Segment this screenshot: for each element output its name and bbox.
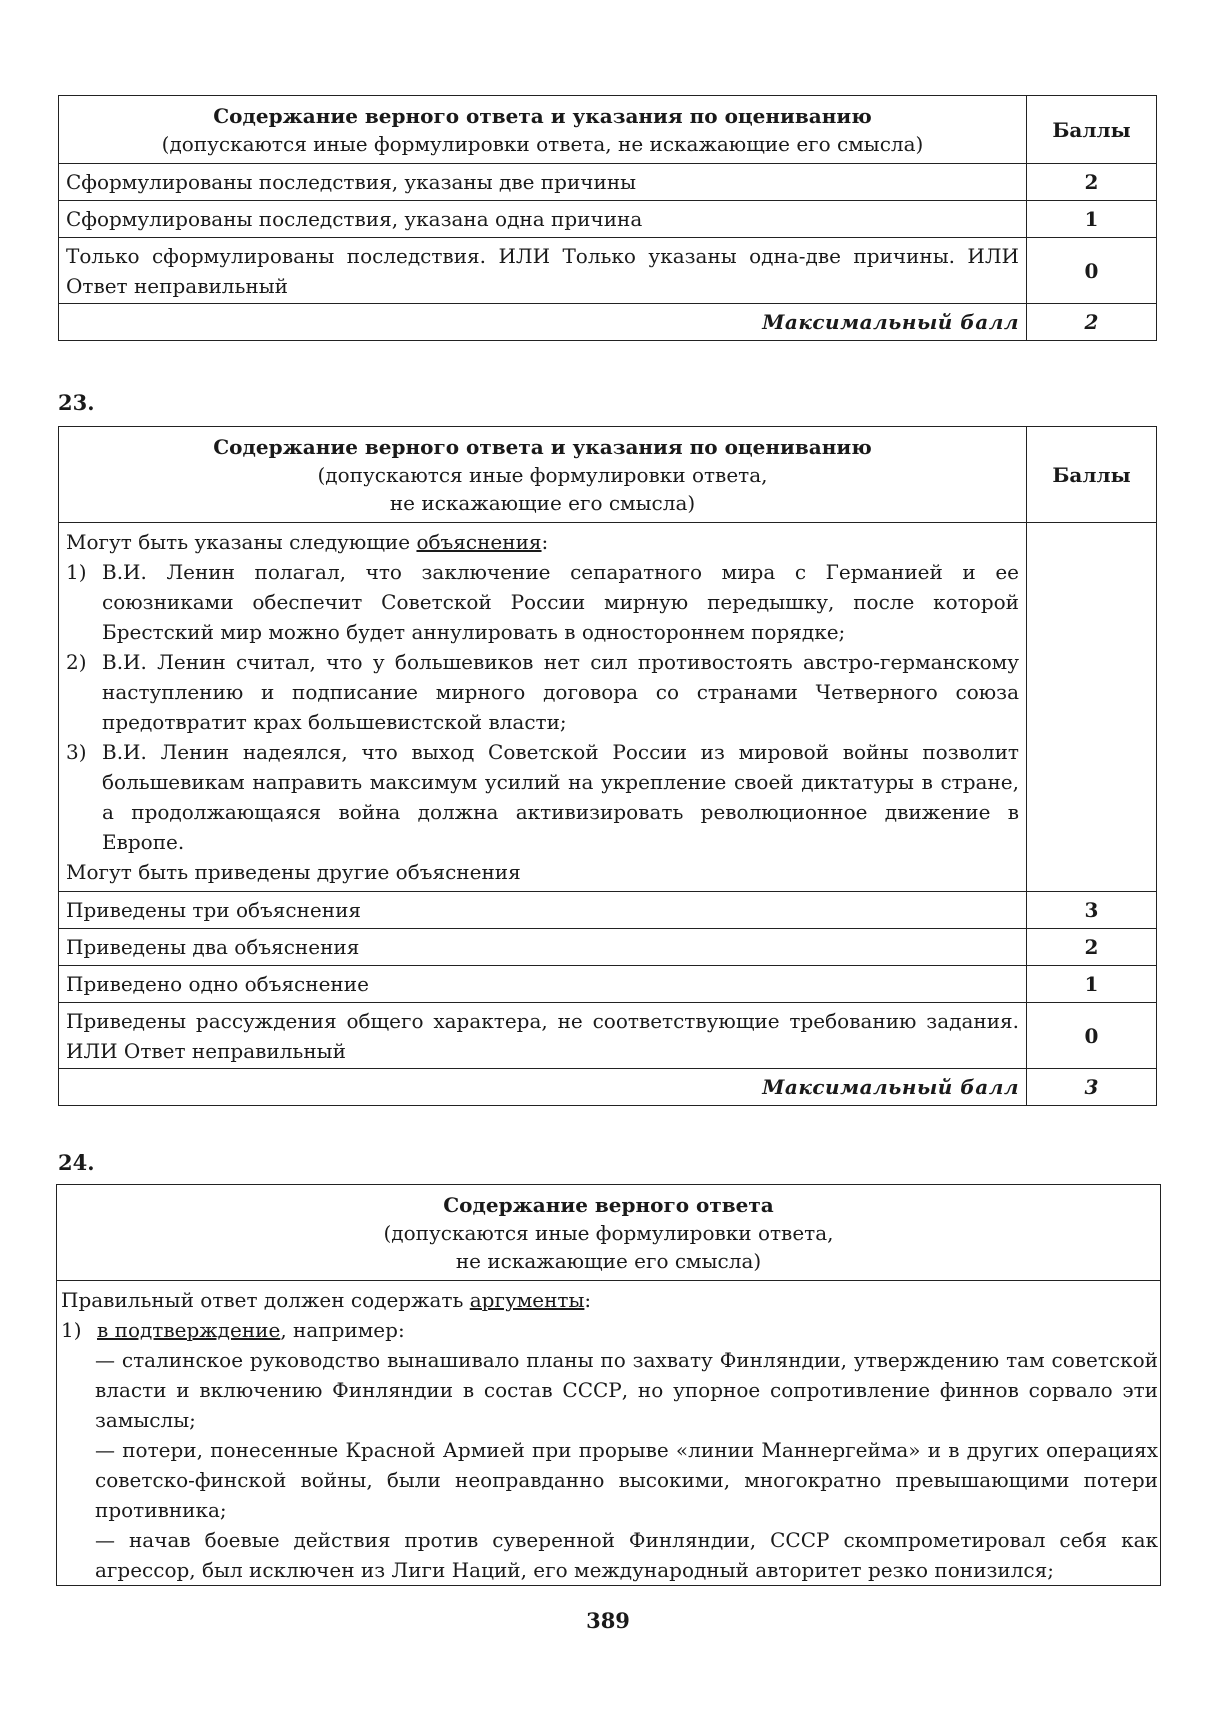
max-score-label: Максимальный балл bbox=[59, 304, 1027, 341]
answer-table-24 bbox=[56, 1184, 1161, 1586]
task-number-23: 23. bbox=[58, 390, 95, 415]
underlined-term: аргументы bbox=[469, 1288, 585, 1312]
criterion-points: 0 bbox=[1027, 238, 1157, 304]
criterion-text: Только сформулированы последствия. ИЛИ Только указаны одна-две причины. ИЛИ Ответ неправильный bbox=[59, 238, 1027, 304]
table-row-max bbox=[59, 1069, 1157, 1106]
criterion-text: Приведено одно объяснение bbox=[59, 966, 1027, 1003]
table-row bbox=[59, 164, 1157, 201]
header-points: Баллы bbox=[1027, 427, 1157, 523]
header-subtitle-line1: (допускаются иные формулировки ответа, bbox=[317, 462, 768, 487]
header-title: Содержание верного ответа bbox=[443, 1192, 774, 1217]
task-number-24: 24. bbox=[58, 1150, 95, 1175]
criterion-points: 0 bbox=[1027, 1003, 1157, 1069]
table-header-content bbox=[59, 96, 1027, 164]
criterion-points: 1 bbox=[1027, 966, 1157, 1003]
grading-table-22 bbox=[58, 95, 1157, 341]
page-number: 389 bbox=[586, 1608, 630, 1633]
answer-content-row bbox=[59, 523, 1157, 892]
list-item: 1) в подтверждение, например: bbox=[61, 1318, 405, 1342]
underlined-term: в подтверждение bbox=[97, 1318, 281, 1342]
table-row bbox=[59, 238, 1157, 304]
grading-table-23 bbox=[58, 426, 1157, 1106]
header-subtitle-line2: не искажающие его смысла) bbox=[389, 490, 696, 515]
list-item: 2) В.И. Ленин считал, что у большевиков нет сил противостоять австро-германскому наступлению и подписание мирного договора со странами Четверного союза предотвратит крах большевистской власти; bbox=[66, 650, 1019, 734]
criterion-text: Сформулированы последствия, указаны две причины bbox=[59, 164, 1027, 201]
argument-dash-item: — начав боевые действия против суверенной Финляндии, СССР скомпрометировал себя как агрессор, был исключен из Лиги Наций, его международный авторитет резко понизился; bbox=[95, 1528, 1158, 1582]
table-row bbox=[59, 929, 1157, 966]
max-score-label: Максимальный балл bbox=[59, 1069, 1027, 1106]
max-score-value: 2 bbox=[1027, 304, 1157, 341]
criterion-points: 1 bbox=[1027, 201, 1157, 238]
header-subtitle: (допускаются иные формулировки ответа, не искажающие его смысла) bbox=[161, 131, 924, 156]
answer-content-row bbox=[57, 1281, 1161, 1586]
table-header-content bbox=[59, 427, 1027, 523]
header-subtitle-line2: не искажающие его смысла) bbox=[455, 1248, 762, 1273]
max-score-value: 3 bbox=[1027, 1069, 1157, 1106]
table-row bbox=[59, 892, 1157, 929]
list-item: 1) В.И. Ленин полагал, что заключение сепаратного мира с Германией и ее союзниками обеспечит Советской России мирную передышку, после которой Брестский мир можно будет аннулировать в одностороннем порядке; bbox=[66, 560, 1019, 644]
table-row bbox=[59, 201, 1157, 238]
criterion-text: Приведены рассуждения общего характера, не соответствующие требованию задания. ИЛИ Ответ неправильный bbox=[59, 1003, 1027, 1069]
explanations-list bbox=[66, 557, 1019, 857]
empty-points-cell bbox=[1027, 523, 1157, 892]
criterion-text: Приведены два объяснения bbox=[59, 929, 1027, 966]
answer-content bbox=[59, 523, 1027, 892]
answer-intro: Могут быть указаны следующие объяснения: bbox=[66, 530, 549, 554]
table-row-max bbox=[59, 304, 1157, 341]
criterion-points: 3 bbox=[1027, 892, 1157, 929]
arguments-list bbox=[61, 1315, 1158, 1345]
argument-dash-item: — потери, понесенные Красной Армией при прорыве «линии Маннергейма» и в других операциях советско-финской войны, были неоправданно высокими, многократно превышающими потери противника; bbox=[95, 1438, 1158, 1522]
argument-dash-item: — сталинское руководство вынашивало планы по захвату Финляндии, утверждению там советской власти и включению Финляндии в состав СССР, но упорное сопротивление финнов сорвало эти замыслы; bbox=[95, 1348, 1158, 1432]
header-title: Содержание верного ответа и указания по оцениванию bbox=[213, 103, 872, 128]
answer-outro: Могут быть приведены другие объяснения bbox=[66, 860, 521, 884]
criterion-points: 2 bbox=[1027, 929, 1157, 966]
header-title: Содержание верного ответа и указания по оцениванию bbox=[213, 434, 872, 459]
underlined-term: объяснения bbox=[416, 530, 542, 554]
table-header-content bbox=[57, 1185, 1161, 1281]
header-points: Баллы bbox=[1027, 96, 1157, 164]
table-row bbox=[59, 1003, 1157, 1069]
list-item: 3) В.И. Ленин надеялся, что выход Советской России из мировой войны позволит большевикам направить максимум усилий на укрепление своей диктатуры в стране, а продолжающаяся война должна активизировать революционное движение в Европе. bbox=[66, 740, 1019, 854]
table-row bbox=[59, 966, 1157, 1003]
criterion-text: Приведены три объяснения bbox=[59, 892, 1027, 929]
answer-content bbox=[57, 1281, 1161, 1586]
answer-intro: Правильный ответ должен содержать аргументы: bbox=[61, 1288, 592, 1312]
header-subtitle-line1: (допускаются иные формулировки ответа, bbox=[383, 1220, 834, 1245]
criterion-text: Сформулированы последствия, указана одна причина bbox=[59, 201, 1027, 238]
criterion-points: 2 bbox=[1027, 164, 1157, 201]
